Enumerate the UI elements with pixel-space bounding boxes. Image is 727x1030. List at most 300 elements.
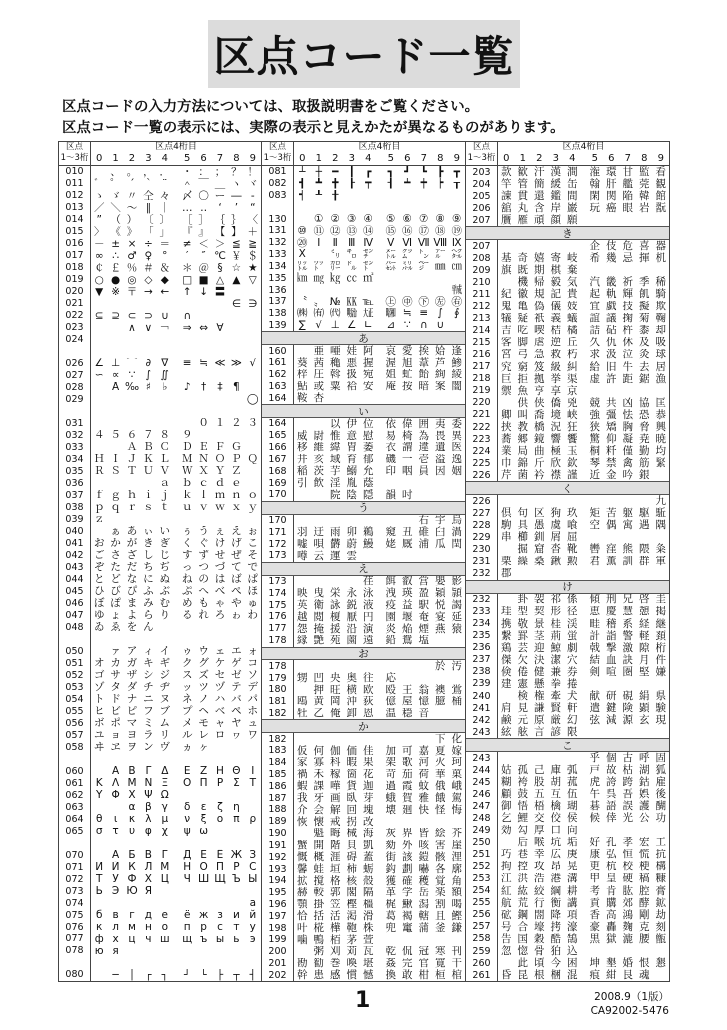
char-cell: 萎 [363, 441, 374, 454]
char-cell: 猿 [451, 622, 462, 635]
char-cell: 欠 [517, 653, 528, 666]
char-cell: 骸 [435, 851, 446, 863]
table-row [262, 672, 465, 684]
char-cell: 懐 [313, 815, 324, 828]
table-row [466, 606, 669, 618]
char-cell: 『 [181, 225, 193, 238]
char-cell: 孔 [606, 836, 617, 849]
char-cell: ｕ [181, 501, 193, 514]
char-cell: └ [200, 968, 207, 981]
char-cell: 潅 [589, 166, 600, 178]
char-cell: ⑯ [402, 225, 413, 237]
table-row [262, 696, 465, 708]
char-cell: 工 [655, 836, 666, 849]
char-cell: 囲 [418, 418, 429, 430]
char-cell: 冠 [418, 945, 429, 958]
char-cell: ｇ [110, 489, 121, 502]
char-cell: 旭 [402, 357, 413, 369]
table-row [466, 373, 669, 385]
char-cell: り [159, 609, 171, 622]
char-cell: 濠 [567, 920, 578, 933]
char-cell: 胃 [346, 441, 357, 454]
char-cell: ７ [143, 429, 154, 442]
char-cell: 云 [313, 550, 324, 562]
row-code: 249 [466, 825, 498, 837]
char-cell: 井 [297, 453, 308, 466]
char-cell: 改 [363, 815, 374, 828]
char-cell: 危 [622, 240, 633, 253]
char-cell: 急 [534, 348, 545, 361]
char-cell: 蛙 [313, 863, 324, 875]
char-cell: 鵜 [363, 526, 374, 539]
row-code: 057 [59, 729, 91, 741]
table-row [262, 934, 465, 946]
char-cell: 娃 [346, 345, 357, 357]
char-cell: ＃ [143, 261, 154, 274]
char-cell: ￡ [110, 261, 121, 274]
char-cell: 』 [198, 225, 209, 238]
char-cell: ＋ [247, 225, 259, 238]
char-cell: 啓 [639, 593, 650, 606]
char-cell: 鍬 [550, 555, 561, 568]
char-cell: 慧 [622, 605, 633, 618]
table-header [262, 142, 465, 166]
char-cell: ｊ [159, 489, 171, 502]
char-cell: 延 [451, 611, 462, 623]
char-cell: 湖 [639, 764, 650, 777]
char-cell: 互 [550, 788, 561, 801]
char-cell: 洩 [385, 587, 396, 600]
char-cell: 管 [517, 178, 528, 190]
char-cell: ｆ [93, 489, 105, 502]
char-cell: 科 [330, 756, 341, 769]
char-cell: 騎 [655, 288, 666, 301]
digit-label: 0 [503, 153, 510, 164]
row-code: 236 [466, 642, 498, 654]
char-cell: 卿 [501, 408, 512, 421]
table-row [466, 666, 669, 678]
char-cell: 朽 [567, 348, 578, 361]
char-cell: 均 [655, 445, 666, 457]
char-cell: 告 [501, 932, 512, 945]
char-cell: 更 [589, 860, 600, 873]
table-row [262, 272, 465, 284]
char-cell: ♭ [162, 381, 168, 394]
row-code: 039 [59, 514, 91, 526]
char-cell: ㍑ [297, 260, 308, 273]
row-code: 186 [262, 780, 294, 792]
table-row [262, 454, 465, 466]
char-cell: Ａ [126, 441, 138, 454]
char-cell: 茅 [346, 934, 357, 946]
char-cell: 尉 [313, 429, 324, 442]
char-cell: 銀 [639, 469, 650, 481]
table-row [59, 430, 261, 442]
char-cell: 億 [385, 695, 396, 708]
char-cell: 型 [517, 605, 528, 618]
char-cell: く [181, 537, 193, 550]
char-cell: 吉 [501, 324, 512, 337]
char-cell: 凶 [622, 396, 633, 409]
char-cell: 見 [517, 702, 528, 714]
row-code: 046 [59, 597, 91, 609]
char-cell: 樺 [330, 922, 341, 934]
char-cell: 協 [639, 396, 650, 409]
table-row [466, 812, 669, 824]
char-cell: 苦 [606, 507, 617, 520]
char-cell: ― [231, 189, 242, 202]
char-cell: 饗 [567, 433, 578, 445]
char-cell: 禾 [313, 768, 324, 781]
char-cell: ≒ [402, 307, 412, 320]
char-cell: ！ [247, 166, 259, 178]
char-cell: 街 [385, 851, 396, 863]
char-cell: 吾 [622, 788, 633, 801]
table-header [466, 142, 669, 166]
char-cell: ケ [214, 657, 226, 670]
table-row [262, 684, 465, 696]
char-cell: 涯 [330, 851, 341, 863]
section-label: け [562, 581, 573, 594]
char-cell: ω [199, 825, 208, 837]
row-code: 256 [466, 909, 498, 921]
char-cell: 嫌 [655, 665, 666, 678]
char-cell: ね [181, 573, 193, 586]
char-cell: 怯 [622, 408, 633, 421]
char-cell: 因 [435, 465, 446, 477]
char-cell: α [128, 801, 136, 813]
char-cell: 拐 [346, 815, 357, 828]
char-cell: 鍵 [606, 702, 617, 714]
row-code [59, 957, 91, 969]
char-cell: 炎 [385, 622, 396, 635]
char-cell: 》 [126, 225, 138, 238]
char-cell: Ι [251, 765, 255, 777]
char-cell: ь [233, 933, 240, 945]
digit-label: 3 [145, 153, 152, 164]
char-cell: ｈ [126, 489, 138, 502]
char-cell: 瓦 [363, 945, 374, 958]
char-cell: 鞄 [346, 922, 357, 934]
row-code: 138 [262, 308, 294, 320]
char-cell: 粁 [606, 445, 617, 457]
char-cell: 吃 [517, 324, 528, 337]
char-cell: ← [160, 285, 170, 298]
char-cell: か [110, 537, 121, 550]
char-cell: 惟 [330, 429, 341, 442]
table-row [466, 568, 669, 580]
char-cell: 厩 [402, 538, 413, 550]
row-code: 223 [466, 433, 498, 445]
char-cell: 霞 [402, 780, 413, 793]
char-cell: ラ [143, 729, 154, 741]
char-cell: 顎 [297, 898, 308, 911]
row-code: 194 [262, 875, 294, 887]
char-cell: 拒 [517, 372, 528, 385]
char-cell: 柑 [418, 969, 429, 982]
char-cell: 偉 [402, 418, 413, 430]
char-cell: ㍉ [330, 248, 341, 261]
char-cell: 梱 [550, 969, 561, 981]
char-cell: 刈 [330, 945, 341, 958]
char-cell: 音 [418, 707, 429, 720]
char-cell: セ [214, 669, 226, 682]
char-cell: 〇 [198, 189, 209, 202]
row-code: 203 [466, 166, 498, 178]
char-cell: 佳 [363, 745, 374, 757]
char-cell: 価 [346, 745, 357, 757]
char-cell: 群 [639, 555, 650, 568]
char-cell: 輝 [622, 288, 633, 301]
char-cell: 演 [363, 622, 374, 635]
char-cell: Ｐ [231, 453, 242, 466]
char-cell: ┳ [453, 166, 460, 178]
char-cell: Ω [160, 789, 169, 801]
char-cell: 倹 [501, 665, 512, 678]
char-cell: ☆ [231, 261, 242, 274]
char-cell: ÷ [143, 237, 153, 250]
char-cell: ┰ [453, 177, 460, 190]
char-cell: 漢 [550, 166, 561, 178]
char-cell: ㍻ [451, 284, 462, 296]
char-cell: 謁 [451, 599, 462, 611]
char-cell: 芽 [363, 792, 374, 804]
row-code: 204 [466, 178, 498, 190]
char-cell: 気 [567, 276, 578, 289]
char-cell: 腔 [639, 884, 650, 897]
char-cell: 顔 [550, 214, 561, 226]
row-code: 175 [262, 599, 294, 611]
char-cell: 言 [534, 726, 545, 738]
section-label: き [562, 227, 573, 240]
char-cell: 迂 [313, 526, 324, 539]
row-code: 135 [262, 272, 294, 284]
char-cell: ヽ [231, 177, 242, 190]
char-cell: 欧 [363, 683, 374, 696]
char-cell: 僅 [622, 445, 633, 457]
row-code: 243 [466, 752, 498, 764]
char-cell: す [181, 549, 193, 562]
char-cell: 掬 [622, 312, 633, 325]
char-cell: Ｋ [143, 453, 154, 466]
row-code: 232 [466, 568, 498, 580]
row-code: 207 [466, 214, 498, 226]
char-cell: ℃ [214, 249, 226, 262]
table-row [262, 526, 465, 538]
char-cell: ン [143, 741, 154, 753]
char-cell: 稿 [639, 872, 650, 885]
table-row [466, 325, 669, 337]
char-cell: 鴎 [297, 695, 308, 708]
char-cell: 焔 [402, 622, 413, 635]
row-code: 179 [262, 672, 294, 684]
char-cell: ■ [198, 273, 209, 286]
char-cell: 昏 [501, 969, 512, 981]
char-cell: 乙 [313, 707, 324, 720]
char-cell: れ [198, 609, 209, 622]
char-cell: ε [200, 801, 207, 813]
char-cell: Χ [128, 789, 136, 801]
table-row [262, 249, 465, 261]
char-cell: マ [126, 717, 138, 730]
char-cell: 諌 [501, 190, 512, 202]
row-code: 018 [59, 262, 91, 274]
table-row [466, 618, 669, 630]
char-cell: ち [143, 561, 154, 574]
char-cell: 貴 [567, 288, 578, 301]
char-cell: イ [159, 645, 171, 658]
char-cell: 迦 [363, 780, 374, 793]
char-cell: 靴 [567, 543, 578, 556]
char-cell: ㌢ [363, 248, 374, 261]
char-cell: 疑 [517, 312, 528, 325]
char-cell: 個 [606, 752, 617, 765]
table-row [466, 445, 669, 457]
char-cell: 寛 [435, 957, 446, 970]
char-cell: 玉 [567, 445, 578, 457]
char-cell: 瓜 [435, 538, 446, 550]
char-cell: Щ [214, 873, 226, 885]
char-cell: ビ [110, 705, 121, 718]
char-cell: 夷 [435, 418, 446, 430]
char-cell: 姥 [385, 538, 396, 550]
char-cell: 血 [606, 653, 617, 666]
char-cell: Α [112, 765, 120, 777]
char-cell: 岸 [550, 202, 561, 214]
char-cell: 恵 [589, 605, 600, 618]
row-code: 259 [466, 945, 498, 957]
table-row [262, 599, 465, 611]
char-cell: 括 [313, 910, 324, 923]
row-code: 211 [466, 288, 498, 300]
char-cell: 烏 [451, 514, 462, 527]
char-cell: 怪 [435, 804, 446, 816]
char-cell: ぁ [110, 525, 121, 538]
char-cell: Ν [144, 777, 153, 789]
char-cell: Д [183, 849, 192, 861]
char-cell: 胸 [622, 420, 633, 433]
char-cell: 桶 [451, 695, 462, 708]
char-cell: 機 [517, 276, 528, 289]
char-cell: 杭 [606, 860, 617, 873]
char-cell: ／ [93, 201, 105, 214]
char-cell: ｄ [214, 477, 226, 490]
char-cell: ベ [214, 705, 226, 718]
char-cell: ⑫ [330, 225, 341, 237]
char-cell: Μ [127, 777, 137, 789]
char-cell: 狐 [655, 764, 666, 777]
char-cell: 勤 [639, 445, 650, 457]
char-cell: 儀 [550, 300, 561, 313]
char-cell: 押 [313, 683, 324, 696]
char-cell: 鰻 [363, 538, 374, 550]
table-row [466, 921, 669, 933]
char-cell: 合 [517, 920, 528, 933]
char-cell: 暗 [418, 380, 429, 393]
char-cell: 茄 [402, 768, 413, 781]
char-cell: 巻 [330, 957, 341, 970]
char-cell: 吋 [402, 488, 413, 501]
char-cell: 郡 [501, 567, 512, 580]
char-cell: 鴬 [451, 683, 462, 696]
char-cell: ┫ [299, 177, 306, 190]
char-cell: 堰 [402, 611, 413, 623]
char-cell: 蕎 [501, 433, 512, 445]
char-cell: 阿 [363, 345, 374, 357]
char-cell: ぢ [159, 561, 171, 574]
char-cell: ╂ [332, 189, 339, 202]
char-cell: ｓ [143, 501, 154, 514]
table-row [262, 875, 465, 887]
char-cell: 還 [534, 190, 545, 202]
section-heading [466, 481, 669, 495]
table-row [466, 397, 669, 409]
char-cell: ヨ [126, 729, 138, 741]
char-cell: シ [143, 669, 154, 682]
row-code: 029 [59, 394, 91, 406]
row-code: 056 [59, 717, 91, 729]
char-cell: 鹸 [501, 714, 512, 726]
char-cell: 鯵 [451, 357, 462, 369]
char-cell: ｑ [110, 501, 121, 514]
char-cell: 向 [567, 824, 578, 837]
row-code: 034 [59, 454, 91, 466]
char-cell: υ [128, 825, 136, 837]
table-row [262, 296, 465, 308]
char-cell: 英 [297, 599, 308, 611]
char-cell: т [233, 921, 240, 933]
char-cell: 雲 [346, 550, 357, 562]
char-cell: 、 [110, 166, 121, 178]
row-code: 019 [59, 274, 91, 286]
char-cell: 京 [567, 384, 578, 397]
char-cell: 句 [517, 507, 528, 520]
char-cell: 碍 [346, 851, 357, 863]
char-cell: 頃 [534, 957, 545, 969]
char-cell: ├ [216, 968, 224, 981]
char-cell: 鉛 [385, 634, 396, 647]
char-cell: ヒ [93, 705, 105, 718]
char-cell: 強 [589, 408, 600, 421]
table-row [262, 887, 465, 899]
char-cell: Ｏ [214, 453, 226, 466]
char-cell: 廓 [451, 863, 462, 875]
char-cell: 〓 [214, 285, 226, 298]
char-cell: ┥ [299, 189, 306, 202]
char-cell: ㊥ [402, 295, 413, 308]
char-cell: 求 [589, 348, 600, 361]
table-row [59, 514, 261, 526]
char-cell: 五 [534, 788, 545, 801]
char-cell: ψ [183, 825, 191, 837]
char-cell: 甑 [655, 932, 666, 945]
char-cell: 癌 [606, 202, 617, 214]
char-cell: 跨 [622, 776, 633, 789]
char-cell: 襟 [550, 469, 561, 481]
char-cell: ∫ [437, 307, 443, 320]
char-cell: ∽ [94, 369, 104, 382]
char-cell: 鯨 [550, 641, 561, 654]
char-cell: っ [181, 561, 193, 574]
char-cell: 晃 [567, 860, 578, 873]
char-cell: 汲 [606, 348, 617, 361]
char-cell: 号 [501, 920, 512, 933]
table-row [262, 465, 465, 477]
char-cell: ぃ [143, 525, 154, 538]
char-cell: ┤ [249, 968, 256, 981]
char-cell: ┷ [404, 177, 411, 190]
char-cell: 蛾 [385, 792, 396, 804]
